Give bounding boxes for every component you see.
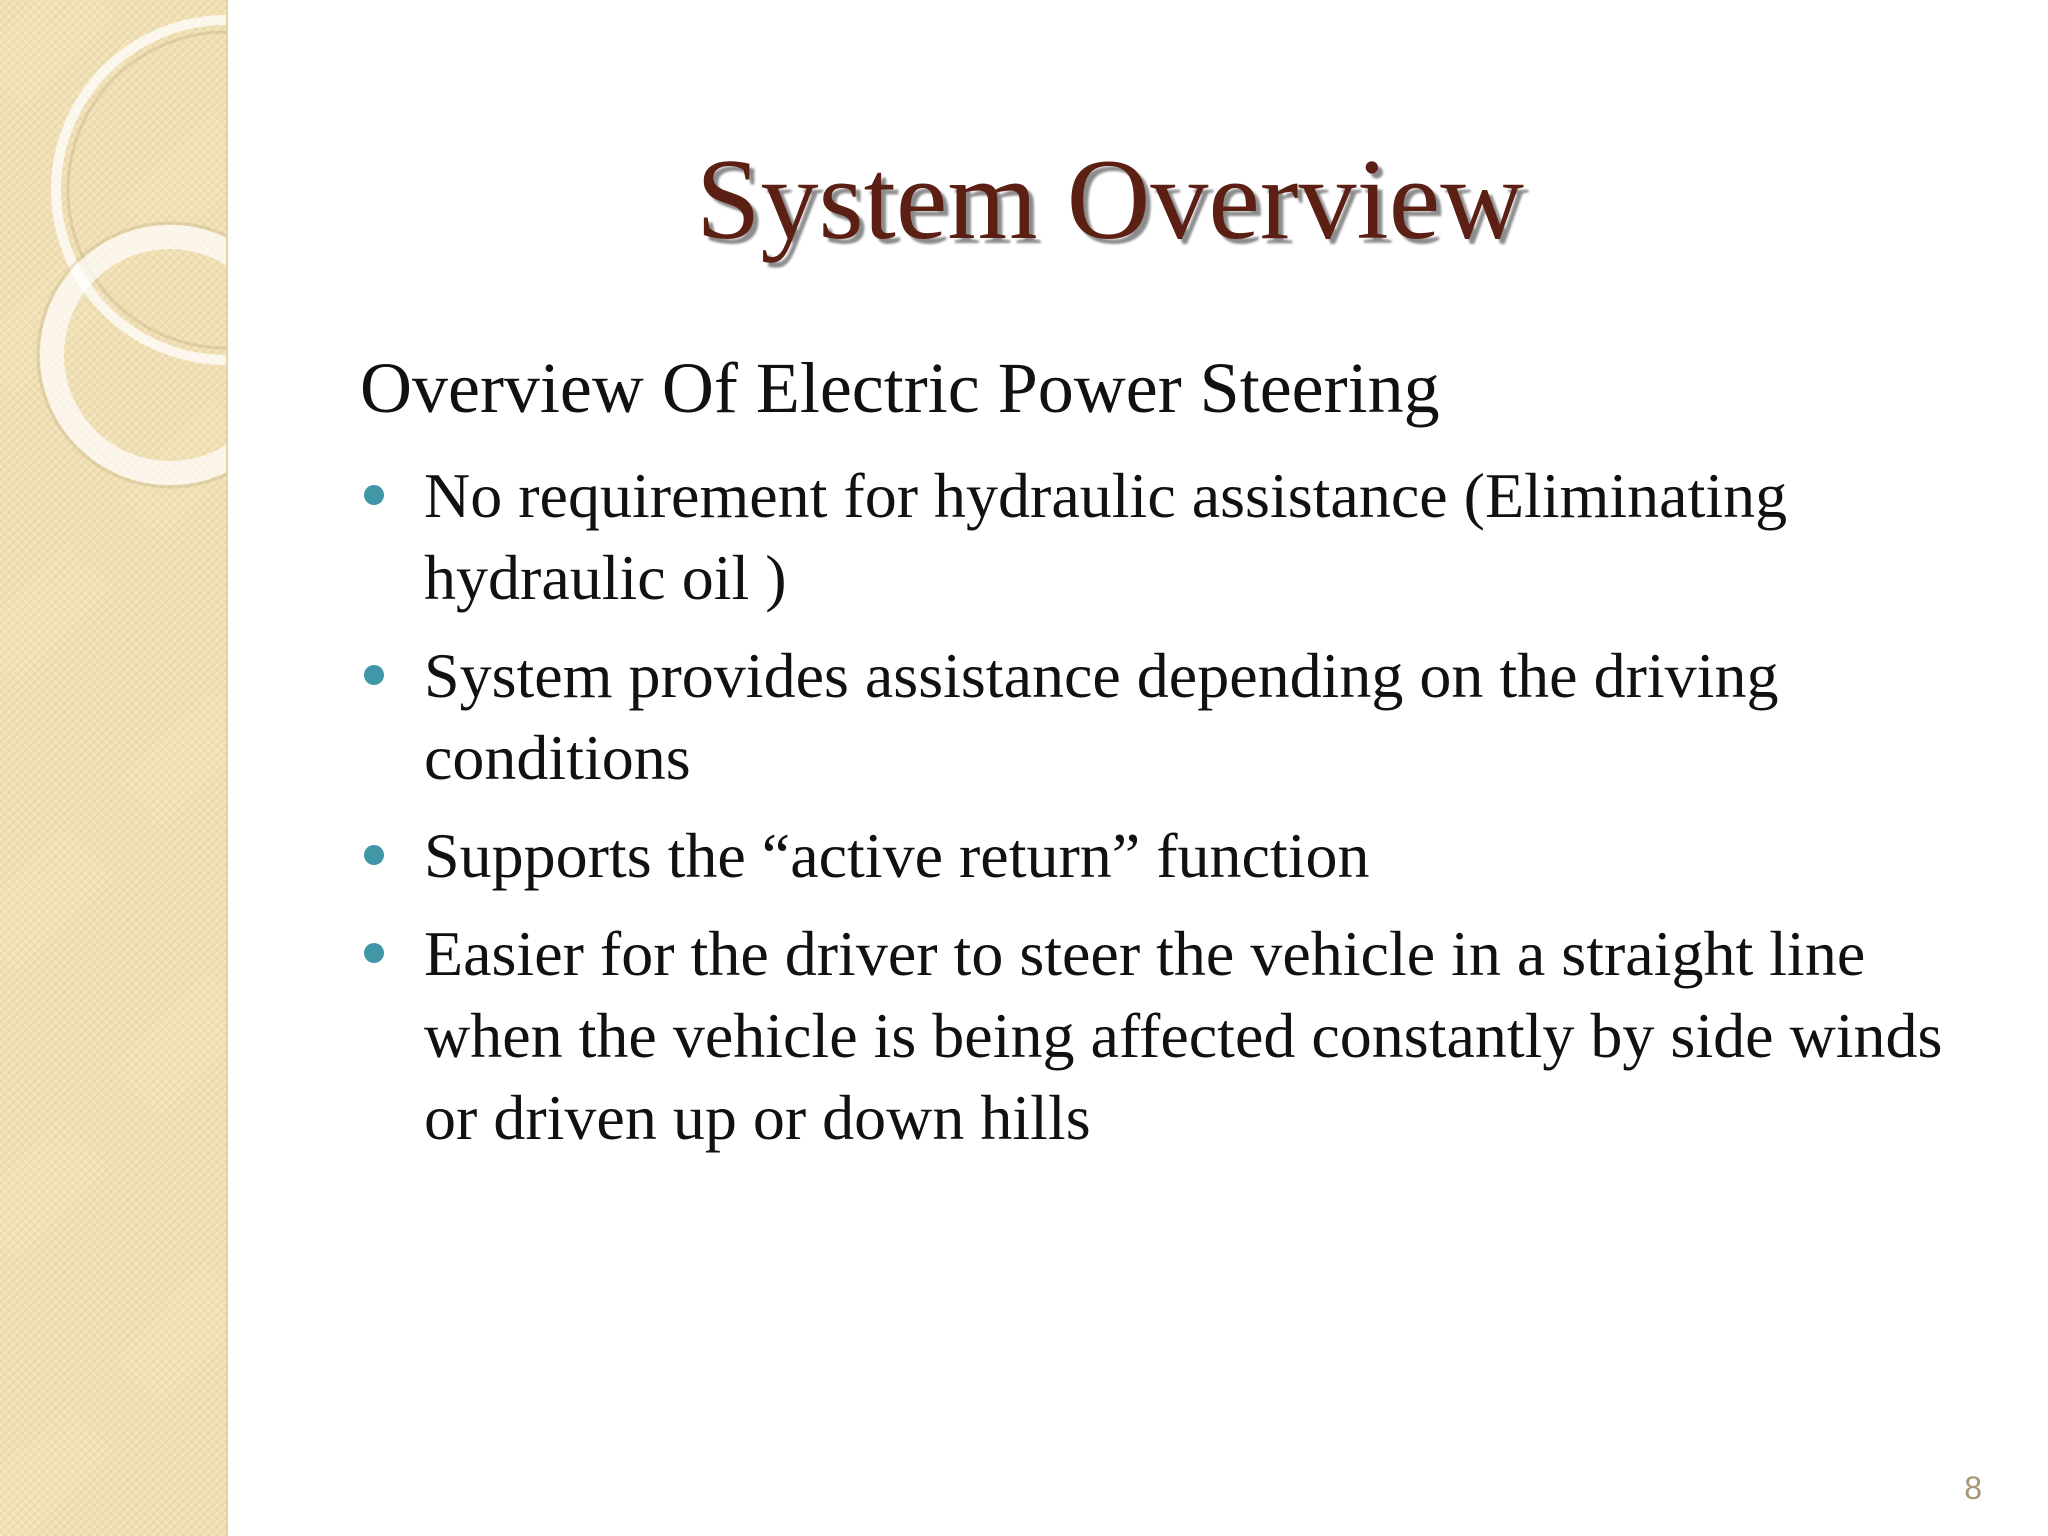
bullet-list	[360, 455, 1980, 1175]
bullet-text: Supports the “active return” function	[424, 820, 1370, 891]
bullet-text: System provides assistance depending on the driving conditions	[424, 640, 1779, 793]
bullet-item	[360, 455, 1980, 619]
bullet-dot-icon	[364, 845, 384, 865]
slide-subheading: Overview Of Electric Power Steering	[360, 348, 1440, 428]
bullet-text: No requirement for hydraulic assistance (Eliminating hydraulic oil )	[424, 460, 1788, 613]
bullet-text: Easier for the driver to steer the vehicle in a straight line when the vehicle is being affected constantly by side winds or driven up or down hills	[424, 918, 1943, 1153]
bullet-item	[360, 815, 1980, 897]
decorative-side-band	[0, 0, 228, 1536]
bullet-dot-icon	[364, 665, 384, 685]
page-number: 8	[1964, 1470, 1982, 1506]
bullet-dot-icon	[364, 485, 384, 505]
decorative-rings-graphic	[0, 0, 226, 520]
bullet-item	[360, 635, 1980, 799]
bullet-dot-icon	[364, 943, 384, 963]
bullet-item	[360, 913, 1980, 1159]
slide-title: System Overview	[696, 136, 1524, 264]
